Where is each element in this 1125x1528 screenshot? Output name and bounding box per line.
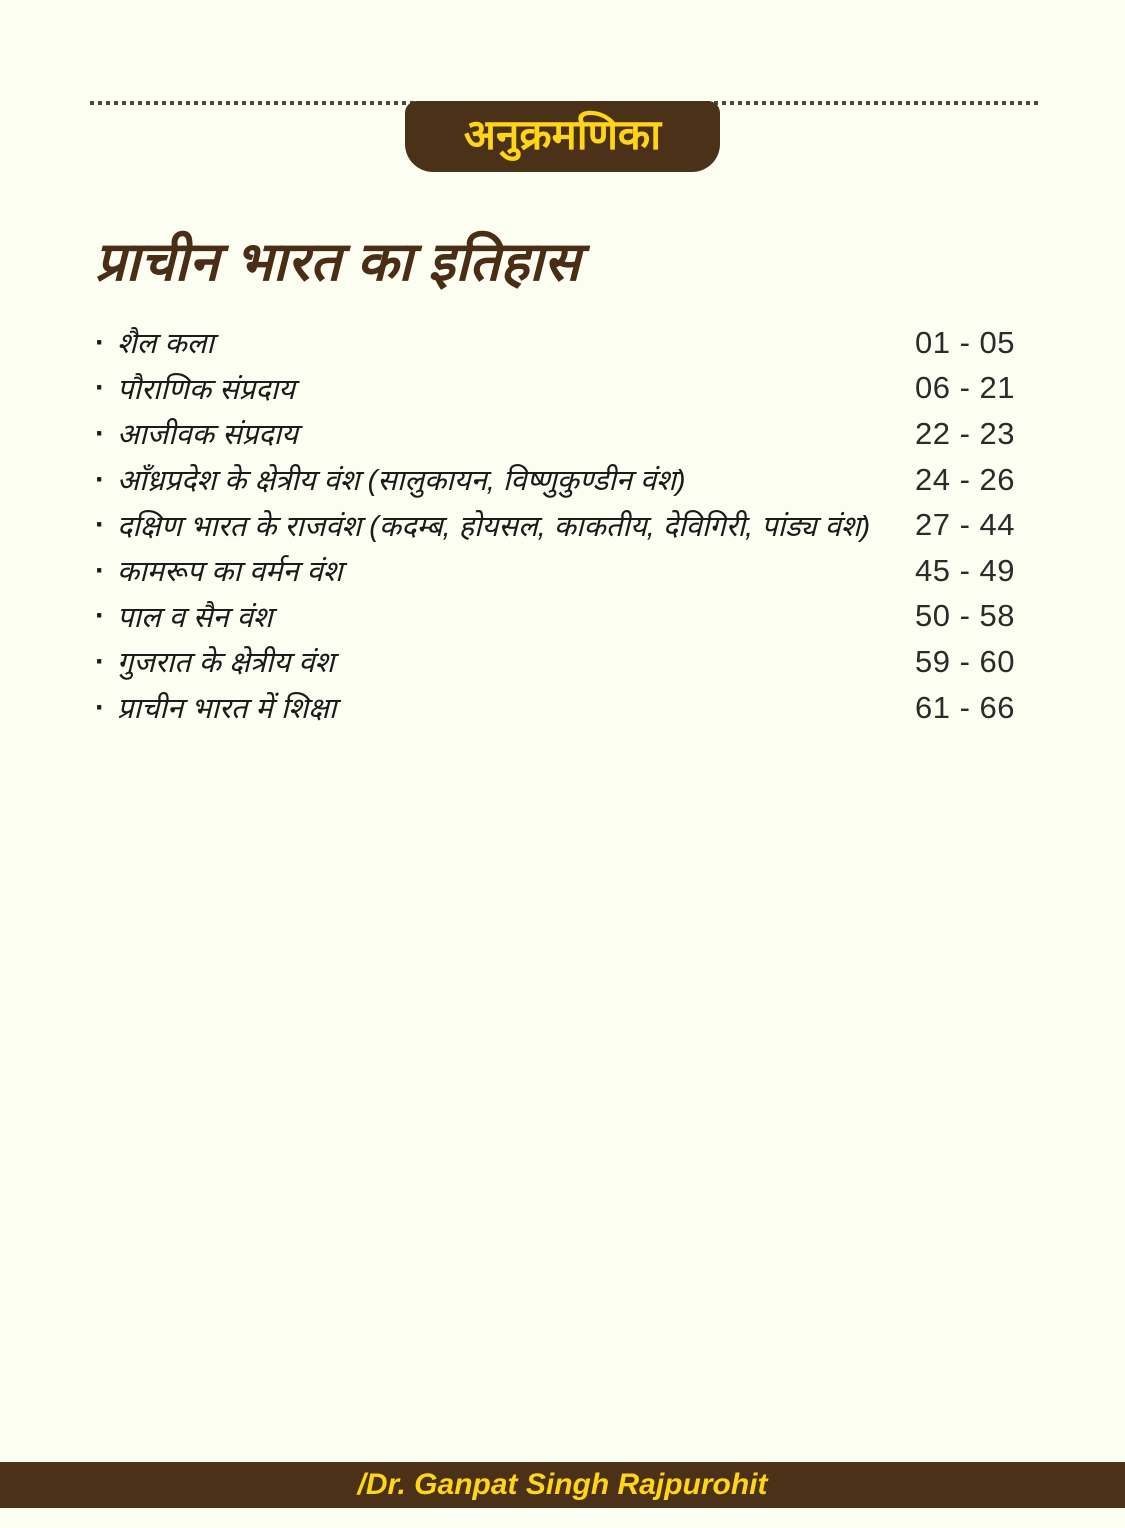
toc-entry <box>95 548 1015 594</box>
section-badge-label: अनुक्रमणिका <box>463 110 662 158</box>
footer-bar <box>0 1462 1125 1508</box>
footer-credit: /Dr. Ganpat Singh Rajpurohit <box>357 1468 768 1501</box>
toc-entry-label: दक्षिण भारत के राजवंश (कदम्ब, होयसल, काकतीय, देविगिरी, पांड्य वंश) <box>117 510 871 543</box>
bullet-dot: · <box>95 553 105 587</box>
toc-entry-label: गुजरात के क्षेत्रीय वंश <box>117 647 335 680</box>
toc-entry-pages: 61 - 66 <box>914 689 1015 725</box>
toc-entry <box>95 639 1015 685</box>
bullet-dot: · <box>95 599 105 633</box>
toc-entry-label: आँध्रप्रदेश के क्षेत्रीय वंश (सालुकायन, विष्णुकुण्डीन वंश) <box>117 465 686 498</box>
page-title: प्राचीन भारत का इतिहास <box>95 232 581 292</box>
bullet-dot: · <box>95 690 105 724</box>
bullet-dot: · <box>95 371 105 405</box>
toc-list <box>95 320 1015 730</box>
section-badge <box>405 101 720 172</box>
toc-entry-label: कामरूप का वर्मन वंश <box>117 556 343 589</box>
toc-entry-label: शैल कला <box>117 328 214 361</box>
toc-entry-label: प्राचीन भारत में शिक्षा <box>117 693 337 726</box>
toc-entry-pages: 22 - 23 <box>914 415 1015 451</box>
toc-entry <box>95 457 1015 503</box>
toc-entry-label: आजीवक संप्रदाय <box>117 419 298 452</box>
bullet-dot: · <box>95 508 105 542</box>
bullet-dot: · <box>95 416 105 450</box>
toc-entry <box>95 502 1015 548</box>
toc-entry-label: पौराणिक संप्रदाय <box>117 373 295 406</box>
toc-entry <box>95 411 1015 457</box>
toc-entry <box>95 320 1015 366</box>
bullet-dot: · <box>95 462 105 496</box>
bullet-dot: · <box>95 644 105 678</box>
bullet-dot: · <box>95 325 105 359</box>
toc-entry <box>95 594 1015 640</box>
toc-entry-pages: 50 - 58 <box>914 598 1015 634</box>
toc-entry-pages: 24 - 26 <box>914 461 1015 497</box>
toc-entry-pages: 27 - 44 <box>914 507 1015 543</box>
toc-entry-pages: 59 - 60 <box>914 643 1015 679</box>
toc-entry-label: पाल व सैन वंश <box>117 601 273 634</box>
toc-entry-pages: 06 - 21 <box>914 370 1015 406</box>
toc-entry-pages: 45 - 49 <box>914 552 1015 588</box>
toc-entry <box>95 685 1015 731</box>
toc-entry <box>95 366 1015 412</box>
toc-entry-pages: 01 - 05 <box>914 324 1015 360</box>
